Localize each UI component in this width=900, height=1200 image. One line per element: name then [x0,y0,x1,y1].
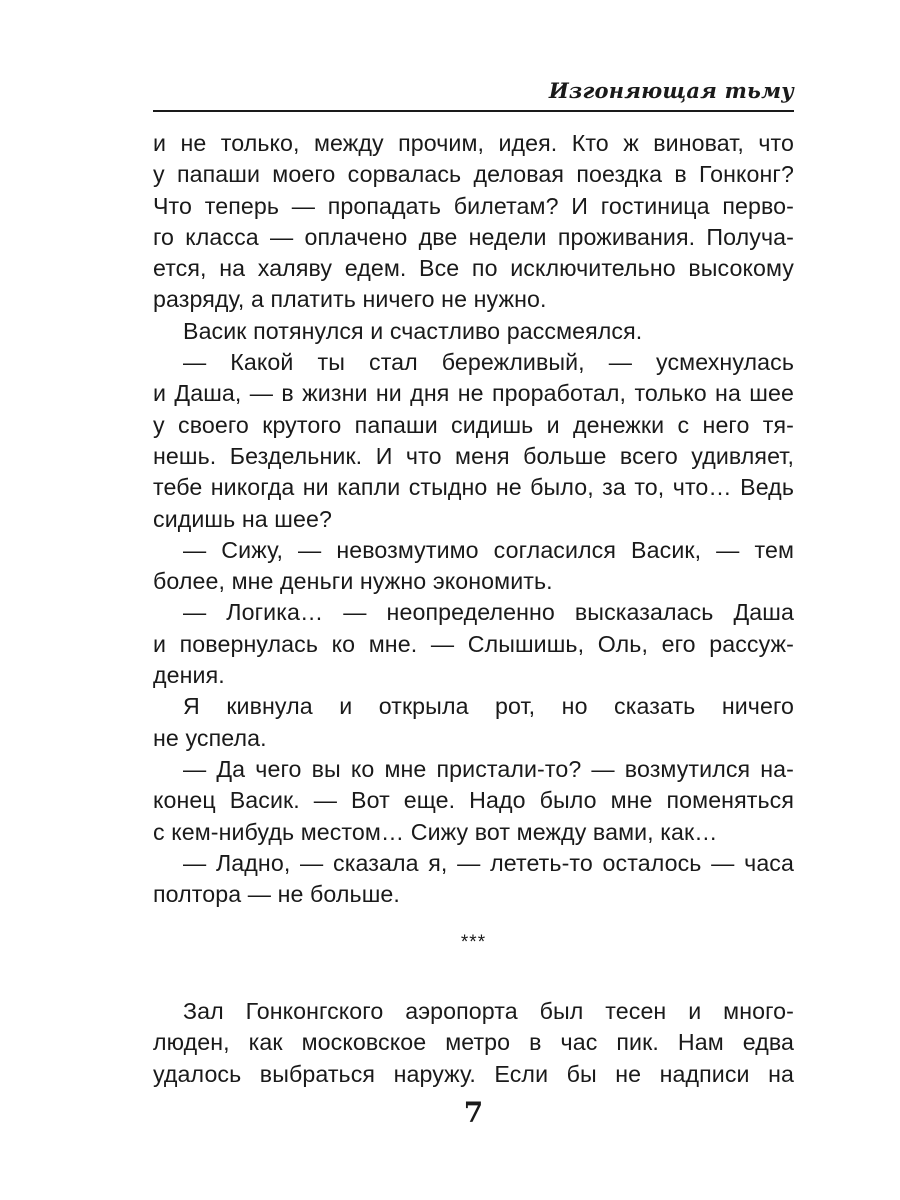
text-line: конец Васик. — Вот еще. Надо было мне поменяться [153,787,794,814]
text-line: и повернулась ко мне. — Слышишь, Оль, его рассуж- [153,630,794,657]
page-number: 7 [463,1096,484,1129]
text-line: более, мне деньги нужно экономить. [153,568,553,595]
text-line: полтора — не больше. [153,881,400,908]
main-text-upper [153,128,794,910]
text-line: — Логика… — неопределенно высказалась Даша [183,599,794,626]
text-line: Что теперь — пропадать билетам? И гостиница перво- [153,192,794,219]
text-line: у папаши моего сорвалась деловая поездка в Гонконг? [153,161,794,188]
text-line: сидишь на шее? [153,505,332,532]
text-line: удалось выбраться наружу. Если бы не надписи на [153,1060,794,1087]
text-line: нешь. Бездельник. И что меня больше всего удивляет, [153,442,794,469]
text-line: Зал Гонконгского аэропорта был тесен и много- [183,998,794,1024]
text-line: — Ладно, — сказала я, — лететь-то осталось — часа [183,849,794,876]
text-line: тебе никогда ни капли стыдно не было, за то, что… Ведь [153,474,794,501]
text-line: Я кивнула и открыла рот, но сказать ничего [183,693,794,720]
text-line: — Сижу, — невозмутимо согласился Васик, — тем [183,536,794,563]
text-line: люден, как московское метро в час пик. Нам едва [153,1029,794,1056]
section-separator: *** [460,932,487,953]
text-line: и Даша, — в жизни ни дня не проработал, только на шее [153,380,794,407]
text-line: ется, на халяву едем. Все по исключительно высокому [153,255,794,282]
text-line: у своего крутого папаши сидишь и денежки с него тя- [153,411,794,438]
running-title: Изгоняющая тьму [548,78,794,103]
text-line: го класса — оплачено две недели проживания. Получа- [153,223,794,250]
text-line: Васик потянулся и счастливо рассмеялся. [183,317,643,344]
text-line: — Какой ты стал бережливый, — усмехнулась [183,349,794,376]
text-line: с кем-нибудь местом… Сижу вот между вами, как… [153,818,718,845]
text-line: дения. [153,662,225,689]
text-line: не успела. [153,724,267,751]
text-line: разряду, а платить ничего не нужно. [153,286,547,313]
header-rule [153,110,794,112]
main-text-lower [153,996,794,1090]
text-line: и не только, между прочим, идея. Кто ж виноват, что [153,130,794,156]
text-line: — Да чего вы ко мне пристали-то? — возмутился на- [183,755,794,782]
